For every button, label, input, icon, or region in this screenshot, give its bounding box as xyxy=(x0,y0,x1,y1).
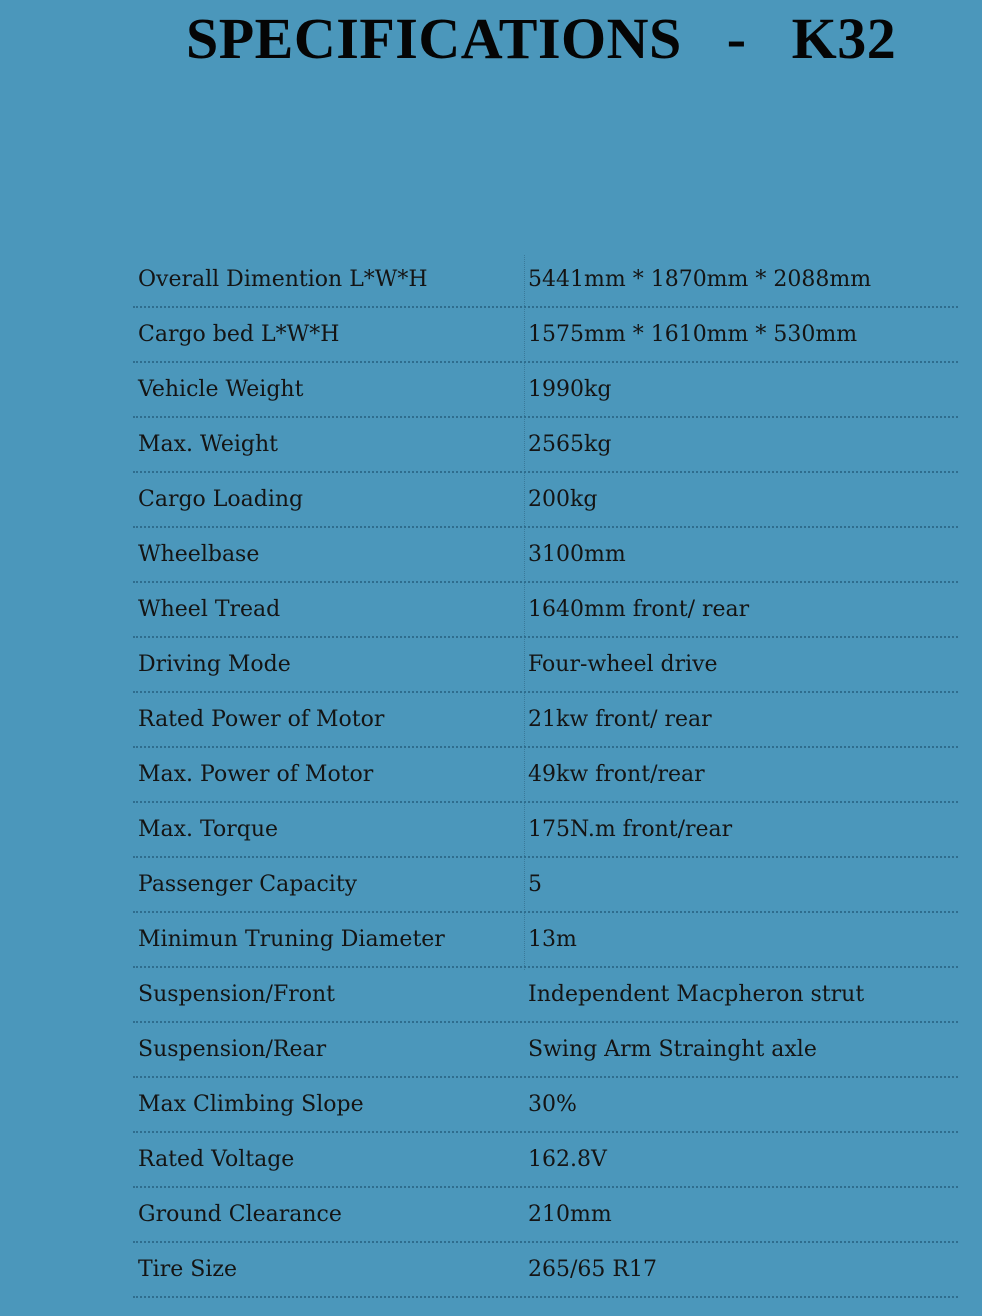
spec-row xyxy=(133,638,958,693)
spec-label: Rated Voltage xyxy=(138,1147,295,1172)
spec-label: Minimun Truning Diameter xyxy=(138,927,445,952)
spec-value: Independent Macpheron strut xyxy=(528,982,865,1007)
spec-label: Cargo Loading xyxy=(138,487,304,512)
spec-value: 162.8V xyxy=(528,1147,607,1172)
spec-label: Suspension/Rear xyxy=(138,1037,327,1062)
spec-value: 1575mm * 1610mm * 530mm xyxy=(528,322,858,347)
spec-label: Ground Clearance xyxy=(138,1202,342,1227)
spec-label: Suspension/Front xyxy=(138,982,335,1007)
spec-label: Overall Dimention L*W*H xyxy=(138,267,428,292)
page-title: SPECIFICATIONS - K32 xyxy=(186,6,897,71)
spec-value: 200kg xyxy=(528,487,598,512)
spec-value: 3100mm xyxy=(528,542,626,567)
spec-row xyxy=(133,253,958,308)
spec-row xyxy=(133,583,958,638)
spec-value: 5 xyxy=(528,872,542,897)
spec-value: 5441mm * 1870mm * 2088mm xyxy=(528,267,872,292)
spec-row xyxy=(133,1188,958,1243)
spec-label: Max. Power of Motor xyxy=(138,762,374,787)
spec-row xyxy=(133,1133,958,1188)
spec-value: 21kw front/ rear xyxy=(528,707,712,732)
spec-label: Rated Power of Motor xyxy=(138,707,385,732)
spec-row xyxy=(133,858,958,913)
spec-label: Max. Torque xyxy=(138,817,279,842)
spec-row xyxy=(133,473,958,528)
spec-row xyxy=(133,748,958,803)
spec-value: 1990kg xyxy=(528,377,612,402)
spec-label: Cargo bed L*W*H xyxy=(138,322,340,347)
spec-row xyxy=(133,693,958,748)
spec-label: Tire Size xyxy=(138,1257,237,1282)
spec-label: Wheel Tread xyxy=(138,597,281,622)
spec-value: 30% xyxy=(528,1092,577,1117)
spec-value: 210mm xyxy=(528,1202,612,1227)
spec-label: Max. Weight xyxy=(138,432,279,457)
spec-label: Passenger Capacity xyxy=(138,872,358,897)
spec-value: 2565kg xyxy=(528,432,612,457)
spec-row xyxy=(133,968,958,1023)
spec-row xyxy=(133,528,958,583)
spec-row xyxy=(133,363,958,418)
spec-label: Driving Mode xyxy=(138,652,291,677)
spec-table xyxy=(133,253,958,1298)
spec-row xyxy=(133,308,958,363)
spec-label: Vehicle Weight xyxy=(138,377,304,402)
spec-row xyxy=(133,1243,958,1298)
spec-row xyxy=(133,913,958,968)
spec-value: 175N.m front/rear xyxy=(528,817,733,842)
spec-row xyxy=(133,1023,958,1078)
spec-row xyxy=(133,1078,958,1133)
spec-value: 265/65 R17 xyxy=(528,1257,657,1282)
spec-label: Max Climbing Slope xyxy=(138,1092,364,1117)
spec-value: 1640mm front/ rear xyxy=(528,597,750,622)
spec-value: Four-wheel drive xyxy=(528,652,718,677)
spec-row xyxy=(133,803,958,858)
spec-value: Swing Arm Strainght axle xyxy=(528,1037,817,1062)
spec-label: Wheelbase xyxy=(138,542,260,567)
spec-value: 49kw front/rear xyxy=(528,762,705,787)
spec-value: 13m xyxy=(528,927,577,952)
spec-row xyxy=(133,418,958,473)
